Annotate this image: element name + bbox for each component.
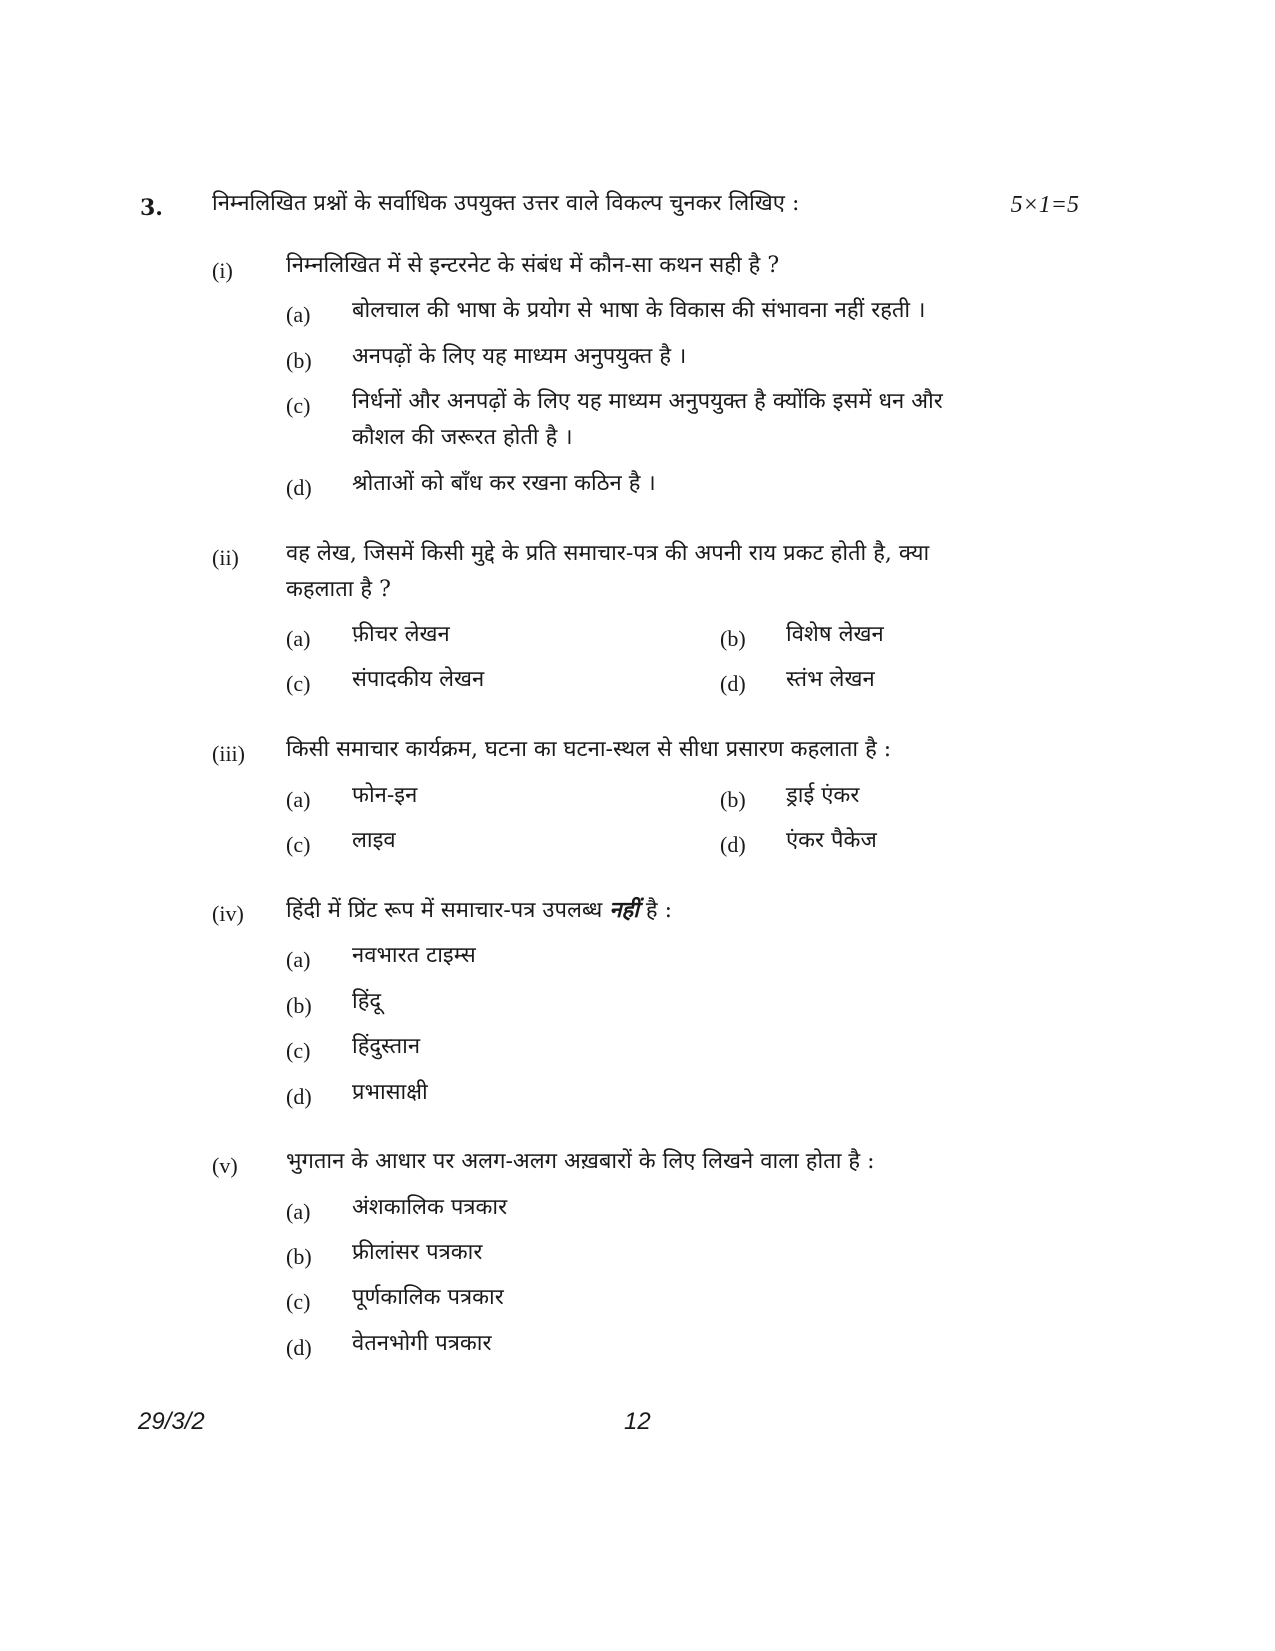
subquestion-numeral: (v) xyxy=(212,1153,238,1178)
option-label: (a) xyxy=(286,947,311,972)
option-label: (a) xyxy=(286,626,311,651)
option-label: (b) xyxy=(720,787,746,812)
option-label: (d) xyxy=(286,1335,312,1360)
option-label: (d) xyxy=(720,832,746,857)
option-text: ड्राई एंकर xyxy=(786,783,860,808)
subquestion-numeral: (ii) xyxy=(212,545,239,570)
option-label: (d) xyxy=(720,671,746,696)
option-text: फ़ीचर लेखन xyxy=(352,622,450,647)
option-text-continued: कौशल की जरूरत होती है । xyxy=(352,425,573,450)
option-label: (c) xyxy=(286,832,311,857)
option-text: श्रोताओं को बाँध कर रखना कठिन है । xyxy=(352,471,656,496)
option-label: (c) xyxy=(286,671,311,696)
page-number: 12 xyxy=(624,1408,651,1435)
option-label: (a) xyxy=(286,787,311,812)
option-label: (b) xyxy=(286,993,312,1018)
option-text: पूर्णकालिक पत्रकार xyxy=(352,1285,504,1310)
subquestion-text-continued: कहलाता है ? xyxy=(286,577,391,602)
marks-allocation: 5×1=5 xyxy=(1010,192,1079,218)
paper-code: 29/3/2 xyxy=(138,1408,205,1435)
option-text: हिंदू xyxy=(352,989,382,1014)
subquestion-numeral: (iv) xyxy=(212,901,244,926)
option-text: फोन-इन xyxy=(352,783,418,808)
subquestion-text-after: है : xyxy=(645,898,672,923)
option-text: अनपढ़ों के लिए यह माध्यम अनुपयुक्त है । xyxy=(352,344,687,369)
option-text: संपादकीय लेखन xyxy=(352,667,485,692)
option-text: हिंदुस्तान xyxy=(352,1034,421,1059)
option-label: (d) xyxy=(286,1084,312,1109)
option-label: (b) xyxy=(286,1244,312,1269)
subquestion-text: किसी समाचार कार्यक्रम, घटना का घटना-स्थल से सीधा प्रसारण कहलाता है : xyxy=(286,737,892,762)
question-instruction: निम्नलिखित प्रश्नों के सर्वाधिक उपयुक्त उत्तर वाले विकल्प चुनकर लिखिए : xyxy=(212,191,800,216)
subquestion-text xyxy=(286,896,672,925)
option-text: बोलचाल की भाषा के प्रयोग से भाषा के विकास की संभावना नहीं रहती । xyxy=(352,298,926,323)
option-text: नवभारत टाइम्स xyxy=(352,943,476,968)
option-label: (c) xyxy=(286,393,311,418)
option-text: लाइव xyxy=(352,828,396,853)
subquestion-text: वह लेख, जिसमें किसी मुद्दे के प्रति समाचार-पत्र की अपनी राय प्रकट होती है, क्या xyxy=(286,541,930,566)
emphasis-not: नहीं xyxy=(609,897,639,923)
option-text: वेतनभोगी पत्रकार xyxy=(352,1331,492,1356)
option-label: (a) xyxy=(286,1199,311,1224)
subquestion-text: भुगतान के आधार पर अलग-अलग अख़बारों के लिए लिखने वाला होता है : xyxy=(286,1149,875,1174)
option-text: विशेष लेखन xyxy=(786,622,884,647)
option-text: स्तंभ लेखन xyxy=(786,667,875,692)
option-label: (b) xyxy=(286,348,312,373)
option-label: (c) xyxy=(286,1038,311,1063)
option-label: (d) xyxy=(286,475,312,500)
option-label: (b) xyxy=(720,626,746,651)
subquestion-numeral: (iii) xyxy=(212,741,245,766)
subquestion-text-before: हिंदी में प्रिंट रूप में समाचार-पत्र उपलब्ध xyxy=(286,898,603,923)
option-text: फ्रीलांसर पत्रकार xyxy=(352,1240,483,1265)
question-number: 3. xyxy=(140,195,163,221)
option-text: अंशकालिक पत्रकार xyxy=(352,1195,508,1220)
subquestion-text: निम्नलिखित में से इन्टरनेट के संबंध में कौन-सा कथन सही है ? xyxy=(286,253,780,278)
option-text: प्रभासाक्षी xyxy=(352,1080,428,1105)
option-text: निर्धनों और अनपढ़ों के लिए यह माध्यम अनुपयुक्त है क्योंकि इसमें धन और xyxy=(352,389,943,414)
subquestion-numeral: (i) xyxy=(212,258,233,283)
option-text: एंकर पैकेज xyxy=(786,828,877,853)
option-label: (a) xyxy=(286,302,311,327)
option-label: (c) xyxy=(286,1289,311,1314)
